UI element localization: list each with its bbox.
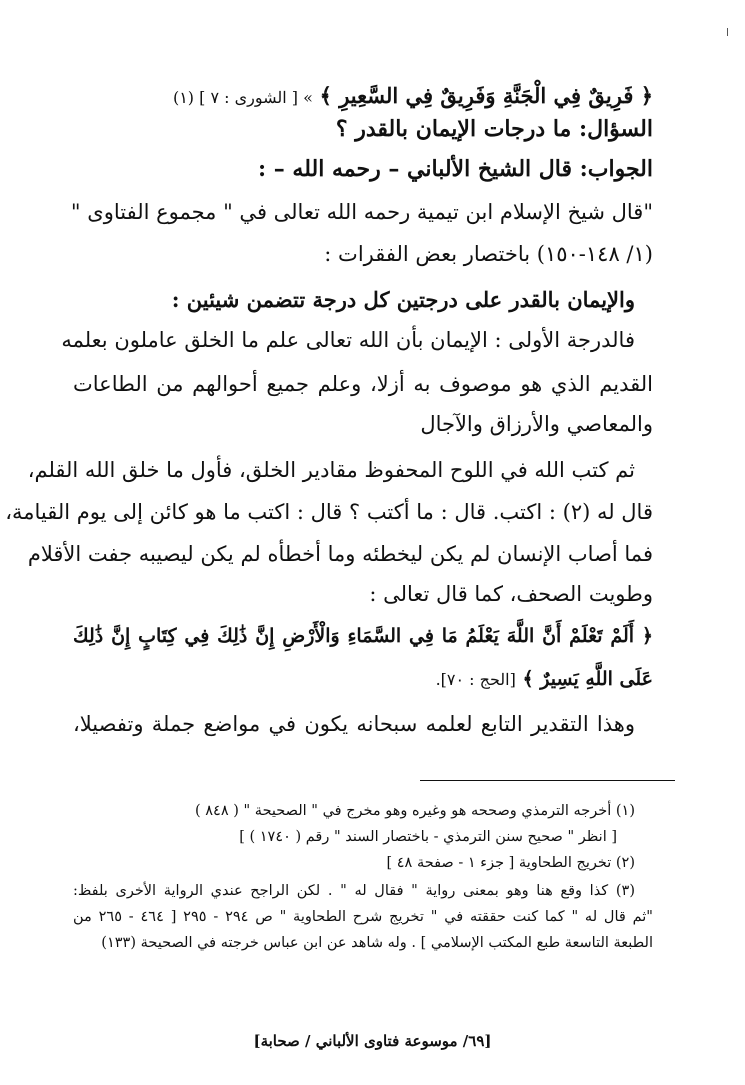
body-line-6: والمعاصي والأرزاق والآجال <box>420 412 653 436</box>
body-line-7: ثم كتب الله في اللوح المحفوظ مقادير الخلق، فأول ما خلق الله القلم، <box>27 458 635 482</box>
body-line-5: القديم الذي هو موصوف به أزلا، وعلم جميع أحوالهم من الطاعات <box>73 372 653 396</box>
body-line-3: والإيمان بالقدر على درجتين كل درجة تتضمن شيئين : <box>171 287 635 312</box>
footnote-1: (١) أخرجه الترمذي وصححه هو وغيره وهو مخرج في " الصحيحة " ( ٨٤٨ ) <box>194 803 635 819</box>
body-line-4: فالدرجة الأولى : الإيمان بأن الله تعالى علم ما الخلق عاملون بعلمه <box>61 328 635 352</box>
answer-text: قال الشيخ الألباني – رحمه الله – : <box>257 156 580 182</box>
body-line-1: "قال شيخ الإسلام ابن تيمية رحمه الله تعالى في " مجموع الفتاوى " <box>70 200 653 224</box>
header-verse-ref: » [ الشورى : ٧ ] (١) <box>172 88 313 107</box>
question-label: السؤال: <box>578 116 653 142</box>
header-quote-line <box>73 82 653 112</box>
body-line-9: فما أصاب الإنسان لم يكن ليخطئه وما أخطأه لم يكن ليصيبه جفت الأقلام <box>27 542 653 566</box>
page-footer: [٦٩/ موسوعة فتاوى الألباني / صحابة] <box>253 1032 492 1050</box>
verse-line-2-wrap <box>73 664 653 694</box>
body-line-8: قال له (٢) : اكتب. قال : ما أكتب ؟ قال : اكتب ما هو كائن إلى يوم القيامة، <box>5 500 653 524</box>
question-text: ما درجات الإيمان بالقدر ؟ <box>335 116 579 142</box>
footnote-2: (٢) تخريج الطحاوية [ جزء ١ - صفحة ٤٨ ] <box>386 855 635 871</box>
footnote-3-cont-1: "ثم قال له " كما كنت حققته في " تخريج شرح الطحاوية " ص ٢٩٤ - ٢٩٥ [ ٤٦٤ - ٢٦٥ من <box>73 909 653 925</box>
verse-line-1: ﴿ أَلَمْ تَعْلَمْ أَنَّ اللَّهَ يَعْلَمُ مَا فِي السَّمَاءِ وَالْأَرْضِ إِنَّ ذَٰلِكَ فِي كِتَابٍ إِنَّ ذَٰلِكَ <box>73 625 653 647</box>
closing-line: وهذا التقدير التابع لعلمه سبحانه يكون في مواضع جملة وتفصيلا، <box>73 712 635 736</box>
footnote-3: (٣) كذا وقع هنا وهو بمعنى رواية " فقال له " . لكن الراجح عندي الرواية الأخرى بلفظ: <box>73 883 635 899</box>
question-line <box>73 115 653 144</box>
body-line-2: (١/ ١٤٨-١٥٠) باختصار بعض الفقرات : <box>324 242 653 266</box>
answer-label: الجواب: <box>579 156 653 182</box>
verse-ref: [الحج : ٧٠]. <box>435 670 516 689</box>
body-line-10: وطويت الصحف، كما قال تعالى : <box>369 582 653 606</box>
footnote-3-cont-2: الطبعة التاسعة طبع المكتب الإسلامي ] . وله شاهد عن ابن عباس خرجته في الصحيحة (١٣٣) <box>101 935 653 951</box>
header-verse: ﴿ فَرِيقٌ فِي الْجَنَّةِ وَفَرِيقٌ فِي السَّعِيرِ ﴾ <box>319 83 653 108</box>
scan-edge-mark <box>727 28 731 36</box>
footnote-1-cont: [ انظر " صحيح سنن الترمذي - باختصار السند " رقم ( ١٧٤٠ ) ] <box>239 829 617 845</box>
answer-line <box>73 155 653 184</box>
footnote-separator <box>420 780 675 781</box>
verse-line-2: عَلَى اللَّهِ يَسِيرٌ ﴾ <box>522 668 653 690</box>
